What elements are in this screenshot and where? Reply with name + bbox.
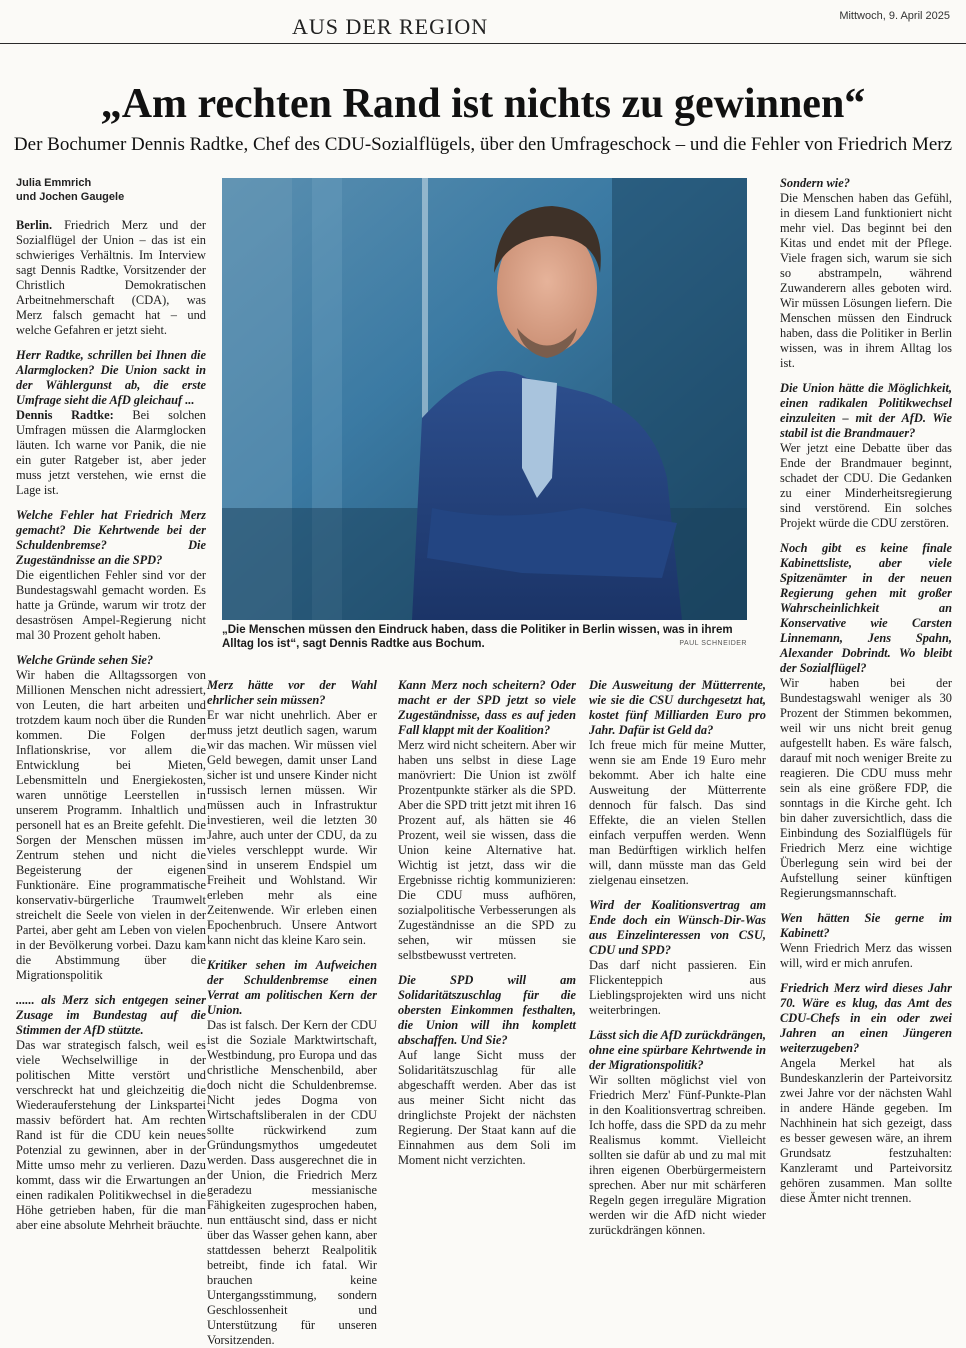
answer: Ich freue mich für meine Mutter, wenn sie am Ende 19 Euro mehr bekommt. Aber ich halte eine Ausweitung der Mütterrente dennoch für falsch. Das sind Effekte, die an vielen Stellen einfach verpuffen werden. Wenn man Bedürftigen wirklich helfen will, dann müsste man das Geld zielgenau einsetzen. [589, 738, 766, 887]
question: Wen hätten Sie gerne im Kabinett? [780, 911, 952, 940]
intro-text: Friedrich Merz und der Sozialflügel der Union – das ist ein schwieriges Verhältnis. Im Interview sagt Dennis Radtke, Vorsitzender der Christlich Demokratischen Arbeitnehmerschaft (CDA), was Merz falsch gemacht hat – und welche Gefahren er jetzt sieht. [16, 218, 206, 337]
intro-paragraph [16, 218, 206, 338]
question: Friedrich Merz wird dieses Jahr 70. Wäre es klug, das Amt des CDU-Chefs in ein oder zwei Jahren an einen Jüngeren weiterzugeben? [780, 981, 952, 1055]
section-label: AUS DER REGION [292, 14, 489, 39]
answer: Wir sollten möglichst viel von Friedrich Merz' Fünf-Punkte-Plan in den Koalitionsvertrag schreiben. Ich hoffe, dass die SPD da zu mehr Realismus kommt. Vielleicht sollten sie dafür ab und zu mal mit ihren eigenen Oberbürgermeistern sprechen. Aber nur mit schärferen Regeln gegen irreguläre Migration werden wir die AfD nicht wieder zurückdrängen können. [589, 1073, 766, 1237]
question: Die Union hätte die Möglichkeit, einen radikalen Politikwechsel einzuleiten – mit der AfD. Wie stabil ist die Brandmauer? [780, 381, 952, 440]
question: Kann Merz noch scheitern? Oder macht er der SPD jetzt so viele Zugeständnisse, dass es auf jeden Fall klappt mit der Koalition? [398, 678, 576, 737]
answer: Die Menschen haben das Gefühl, in diesem Land funktioniert nicht mehr viel. Das beginnt bei den Kitas und endet mit der Pflege. Viele fragen sich, warum sie sich so abstrampeln, während Zuwanderern alles geboten wird. Wir müssen Lösungen liefern. Die Menschen müssen den Eindruck haben, dass die Politiker in Berlin wissen, was in ihrem Alltag los ist. [780, 191, 952, 370]
issue-date: Mittwoch, 9. April 2025 [839, 10, 950, 22]
answer: Das ist falsch. Der Kern der CDU ist die Soziale Marktwirtschaft, Westbindung, pro Europa und das christliche Menschenbild, aber doch nicht die Schuldenbremse. Nicht jedes Dogma von Wirtschaftsliberalen in der CDU sollte rückwirkend zum Gründungsmythos umgedeutet werden. Dass ausgerechnet die in der Union, die Friedrich Merz geradezu messianische Fähigkeiten zugesprochen haben, nun enttäuscht sind, dass er nicht über das Wasser gehen kann, aber stattdessen beherzt Realpolitik betreibt, finde ich fatal. Wir brauchen keine Untergangsstimmung, sondern Geschlossenheit und Unterstützung für unseren Vorsitzenden. [207, 1018, 377, 1347]
question: ...... als Merz sich entgegen seiner Zusage im Bundestag auf die Stimmen der AfD stützte. [16, 993, 206, 1037]
subheadline: Der Bochumer Dennis Radtke, Chef des CDU-Sozialflügels, über den Umfrageschock – und die Fehler von Friedrich Merz [13, 134, 953, 155]
question: Wird der Koalitionsvertrag am Ende doch ein Wünsch-Dir-Was aus Einzelinteressen von CSU, CDU und SPD? [589, 898, 766, 957]
question: Noch gibt es keine finale Kabinettsliste, aber viele Spitzenämter in der neuen Regierung gehen mit großer Wahrscheinlichkeit an Konservative wie Carsten Linnemann, Jens Spahn, Alexander Dobrindt. Wo bleibt der Sozialflügel? [780, 541, 952, 675]
question: Welche Fehler hat Friedrich Merz gemacht? Die Kehrtwende bei der Schuldenbremse? Die Zugeständnisse an die SPD? [16, 508, 206, 567]
answer: Wir haben bei der Bundestagswahl weniger als 30 Prozent der Stimmen bekommen, weil wir uns nicht breit genug aufgestellt haben. Es wäre falsch, darauf mit noch weniger Breite zu reagieren. Die CDU muss mehr sein als eine größere FDP, die sonntags in die Kirche geht. Ich bin daher zuversichtlich, dass die Einbindung des Sozialflügels für Friedrich Merz eine wichtige Überlegung sein wird bei der Aufstellung seiner künftigen Regierungsmannschaft. [780, 676, 952, 900]
article-column-3 [398, 678, 576, 1190]
speaker-name: Dennis Radtke: [16, 408, 114, 422]
question: Kritiker sehen im Aufweichen der Schuldenbremse einen Verrat am politischen Kern der Union. [207, 958, 377, 1017]
answer: Das war strategisch falsch, weil es viele Wechselwillige in der politischen Mitte verstört und verschreckt hat und gleichzeitig die Wiederauferstehung der Linkspartei massiv befördert hat. Am rechten Rand ist für die CDU kein neues Potenzial zu gewinnen, aber in der Mitte umso mehr zu verlieren. Dazu kommt, dass wir die Erwartungen an einen radikalen Politikwechsel in die Höhe getrieben haben, für die man aber eine absolute Mehrheit bräuchte. [16, 1038, 206, 1232]
answer: Auf lange Sicht muss der Solidaritätszuschlag für alle abgeschafft werden. Aber das ist aus meiner Sicht nicht das dringlichste Projekt der nächsten Regierung. Der Staat kann auf die Einnahmen aus dem Soli im Moment nicht verzichten. [398, 1048, 576, 1167]
question: Merz hätte vor der Wahl ehrlicher sein müssen? [207, 678, 377, 707]
photo-credit: PAUL SCHNEIDER [679, 640, 747, 647]
question: Die Ausweitung der Mütterrente, wie sie die CSU durchgesetzt hat, kostet fünf Milliarden Euro pro Jahr. Dafür ist Geld da? [589, 678, 766, 737]
byline [16, 176, 206, 204]
page-header [0, 0, 966, 44]
answer: Wenn Friedrich Merz das wissen will, wird er mich anrufen. [780, 941, 952, 970]
answer: Die eigentlichen Fehler sind vor der Bundestagswahl gemacht worden. Es hatte ja Gründe, warum wir trotz der desaströsen Ampel-Regierung nicht mal 30 Prozent geholt haben. [16, 568, 206, 642]
photo-caption: „Die Menschen müssen den Eindruck haben, dass die Politiker in Berlin wissen, was in ihrem Alltag los ist“, sagt Dennis Radtke aus Bochum. PAUL SCHNEIDER [222, 624, 747, 650]
portrait-photo [222, 178, 747, 620]
answer: Wir haben die Alltagssorgen von Millionen Menschen nicht adressiert, von Leuten, die hart arbeiten und trotzdem kaum noch über die Runden kommen. Die Folgen der Inflationskrise, vor allem die Entwicklung bei Mieten, Lebensmitteln und Energiekosten, waren unnötige Leerstellen in unserem Programm. Inhaltlich und personell hat es an Breite gefehlt. Die Sorgen der Menschen müssen im Zentrum stehen und nicht die Begeisterung der eigenen Funktionäre. Eine programmatische konservativ-bürgerliche Traumwelt streichelt die Seele von vielen in der Partei, aber geht am Leben von vielen in der Bevölkerung vorbei. Dazu kam die Abstimmung über die Migrationspolitik [16, 668, 206, 982]
question: Welche Gründe sehen Sie? [16, 653, 154, 667]
answer: Angela Merkel hat als Bundeskanzlerin der Parteivorsitz zwei Jahre vor der nächsten Wahl in andere Hände gegeben. Im Nachhinein hat sich gezeigt, dass es besser gewesen wäre, an ihrem Grundsatz festzuhalten: Kanzleramt und Parteivorsitz gehören zusammen. Man sollte diese Ämter nicht trennen. [780, 1056, 952, 1205]
answer: Merz wird nicht scheitern. Aber wir haben uns selbst in diese Lage manövriert: Die Union ist zwölf Prozentpunkte stärker als die SPD. Aber die SPD tritt jetzt mit ihren 16 Prozent auf, als hätten sie 46 Prozent, weil sie wissen, dass die Union keine Alternative hat. Wichtig ist jetzt, dass wir die Ergebnisse richtig kommunizieren: Die CDU muss aufhören, sozialpolitische Verbesserungen als Zugeständnisse an die SPD zu sehen, wir müssen sie selbstbewusst vertreten. [398, 738, 576, 962]
answer: Dennis Radtke: Bei solchen Umfragen müssen die Alarmglocken läuten. Ich warne vor Panik, die nie ein guter Ratgeber ist, aber jeder muss jetzt verstehen, wie ernst die Lage ist. [16, 408, 206, 497]
author-2: und Jochen Gaugele [16, 191, 125, 203]
question: Sondern wie? [780, 176, 850, 190]
question: Herr Radtke, schrillen bei Ihnen die Alarmglocken? Die Union sackt in der Wählergunst ab, die erste Umfrage sieht die AfD gleichauf ... [16, 348, 206, 407]
answer: Das darf nicht passieren. Ein Flickenteppich aus Lieblingsprojekten wird uns nicht weiterbringen. [589, 958, 766, 1017]
portrait-illustration [222, 178, 747, 620]
answer: Er war nicht unehrlich. Aber er muss jetzt deutlich sagen, warum wir das machen. Wir müssen viel Geld bewegen, damit unser Land sicher ist und unsere Kinder nicht russisch lernen müssen. Wir müssen auch in Infrastruktur investieren, weil die letzten 30 Jahre, auch unter der CDU, da zu vieles verschleppt wurde. Wir sind in unserem Endspiel um Freiheit und Wohlstand. Wir erleben mehr als eine Zeitenwende. Wir erleben einen Epochenbruch. Unsere Antwort kann nicht das kleine Karo sein. [207, 708, 377, 947]
article-column-1 [16, 176, 206, 1232]
question: Die SPD will am Solidaritätszuschlag für die obersten Einkommen festhalten, die Union will ihn komplett abschaffen. Und Sie? [398, 973, 576, 1047]
headline: „Am rechten Rand ist nichts zu gewinnen“ [100, 81, 866, 127]
dateline: Berlin. [16, 218, 53, 232]
answer: Wer jetzt eine Debatte über das Ende der Brandmauer beginnt, schadet der CDU. Die Gedanken zu einer Minderheitsregierung sind verstörend. Ein solches Projekt würde die CDU zerstören. [780, 441, 952, 530]
author-1: Julia Emmrich [16, 177, 92, 189]
article-column-4 [589, 678, 766, 1237]
article-column-5 [780, 176, 952, 1205]
article-column-2 [207, 678, 377, 1347]
question: Lässt sich die AfD zurückdrängen, ohne eine spürbare Kehrtwende in der Migrationspolitik? [589, 1028, 766, 1072]
